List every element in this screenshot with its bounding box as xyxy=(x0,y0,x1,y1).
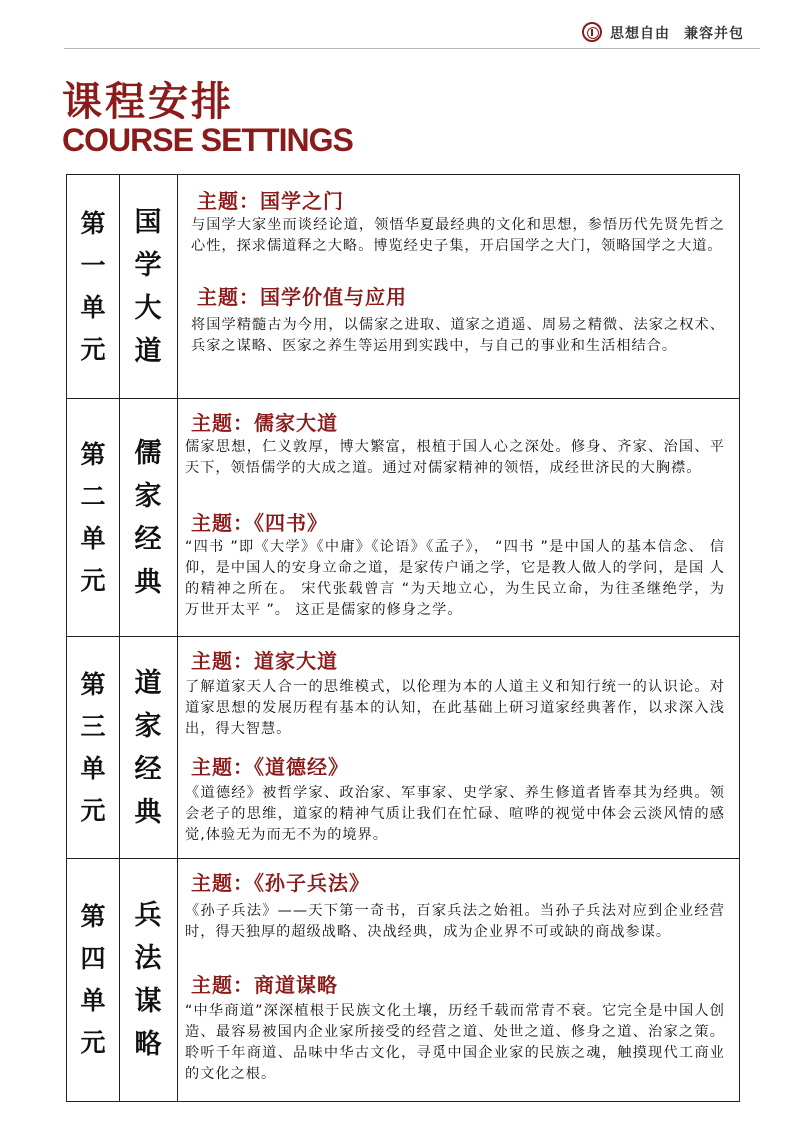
topic-title: 主题：《四书》 xyxy=(191,511,328,535)
unit-label-char: 元 xyxy=(80,1028,106,1057)
topic-text: “中华商道”深深植根于民族文化土壤，历经千载而常青不衰。它完全是中国人创造、最容易被国内企业家所接受的经营之道、处世之道、修身之道、治家之策。聆听千年商道、品味中华古文化，寻觅中国企业家的民族之魂，触摸现代工商业的文化之根。 xyxy=(185,1003,725,1082)
motto-part-2: 兼容并包 xyxy=(684,26,744,42)
unit-name-char: 道 xyxy=(134,667,162,699)
unit-label-char: 四 xyxy=(80,944,106,973)
topic-text: 《道德经》被哲学家、政治家、军事家、史学家、养生修道者皆奉其为经典。领会老子的思维，道家的精神气质让我们在忙碌、喧哗的视觉中体会云淡风情的感觉,体验无为而无不为的境界。 xyxy=(185,785,725,843)
unit-label-char: 三 xyxy=(80,711,106,741)
unit-label-char: 第 xyxy=(80,902,106,931)
unit-row-3 xyxy=(67,637,739,859)
topic-text: “四书 ”即《大学》《中庸》《论语》《孟子》， “四书 ”是中国人的基本信念、 信仰，是中国人的安身立命之道，是家传户诵之学，它是教人做人的学问，是国 人的精神之所在。 宋代张载曾言 “为天地立心，为生民立命，为往圣继绝学，为 万世开太平 ”。 这正是儒家的修身之学。 xyxy=(185,539,725,618)
motto-part-1: 思想自由 xyxy=(610,26,670,42)
unit-name-char: 儒 xyxy=(134,437,162,469)
topic-text: 将国学精髓古为今用，以儒家之进取、道家之逍遥、周易之精微、法家之权术、兵家之谋略、医家之养生等运用到实践中，与自己的事业和生活相结合。 xyxy=(191,317,725,354)
unit-label-char: 第 xyxy=(80,208,106,238)
page-subtitle: COURSE SETTINGS xyxy=(62,122,353,158)
unit-name-char: 典 xyxy=(134,796,162,828)
course-table xyxy=(66,174,740,1102)
unit-name-char: 法 xyxy=(134,943,162,974)
unit-name-char: 略 xyxy=(134,1029,162,1060)
unit-name-char: 学 xyxy=(134,249,162,281)
unit-label xyxy=(67,637,120,858)
unit-content xyxy=(185,399,725,636)
unit-label xyxy=(67,399,120,636)
unit-name-char: 经 xyxy=(134,523,162,555)
unit-label-char: 单 xyxy=(80,986,106,1015)
unit-name-char: 国 xyxy=(134,206,162,238)
motto xyxy=(610,23,744,43)
unit-name xyxy=(119,859,178,1101)
unit-content xyxy=(191,175,725,398)
topic-title: 主题：商道谋略 xyxy=(191,973,338,997)
unit-name-char: 家 xyxy=(134,480,162,512)
topic-title: 主题：儒家大道 xyxy=(191,411,338,435)
unit-name xyxy=(119,175,178,398)
unit-name xyxy=(119,637,178,858)
unit-label-char: 元 xyxy=(80,334,106,364)
header-divider xyxy=(64,48,760,49)
topic-title: 主题：《道德经》 xyxy=(191,755,349,779)
unit-name-char: 兵 xyxy=(134,900,162,931)
university-seal-icon xyxy=(582,22,602,42)
unit-label-char: 单 xyxy=(80,292,106,322)
unit-label xyxy=(67,859,120,1101)
unit-label-char: 元 xyxy=(80,565,106,595)
unit-name-char: 经 xyxy=(134,753,162,785)
page-title: 课程安排 xyxy=(62,79,234,125)
unit-name-char: 大 xyxy=(134,292,162,324)
unit-name-char: 道 xyxy=(134,335,162,367)
unit-name-char: 家 xyxy=(134,710,162,742)
topic-title: 主题：国学价值与应用 xyxy=(197,285,407,309)
topic-text: 与国学大家坐而谈经论道，领悟华夏最经典的文化和思想，参悟历代先贤先哲之心性，探求儒道释之大略。博览经史子集，开启国学之大门，领略国学之大道。 xyxy=(191,217,725,254)
unit-label-char: 单 xyxy=(80,523,106,553)
unit-name xyxy=(119,399,178,636)
unit-label-char: 第 xyxy=(80,439,106,469)
unit-row-1 xyxy=(67,175,739,399)
topic-title: 主题：道家大道 xyxy=(191,649,338,673)
unit-row-2 xyxy=(67,399,739,637)
unit-label-char: 第 xyxy=(80,669,106,699)
unit-label-char: 二 xyxy=(80,481,106,511)
unit-label-char: 单 xyxy=(80,753,106,783)
unit-row-4 xyxy=(67,859,739,1101)
page-header xyxy=(0,0,800,52)
topic-text: 《孙子兵法》——天下第一奇书，百家兵法之始祖。当孙子兵法对应到企业经营时，得天独厚的超级战略、决战经典，成为企业界不可或缺的商战参谋。 xyxy=(185,903,725,940)
topic-title: 主题：《孙子兵法》 xyxy=(191,871,370,895)
unit-name-char: 典 xyxy=(134,566,162,598)
unit-label-char: 一 xyxy=(80,250,106,280)
unit-label xyxy=(67,175,120,398)
topic-text: 了解道家天人合一的思维模式，以伦理为本的人道主义和知行统一的认识论。对道家思想的发展历程有基本的认知，在此基础上研习道家经典著作，以求深入浅出，得大智慧。 xyxy=(185,679,725,737)
unit-label-char: 元 xyxy=(80,795,106,825)
unit-content xyxy=(185,637,725,858)
topic-text: 儒家思想，仁义敦厚，博大繁富，根植于国人心之深处。修身、齐家、治国、平天下，领悟儒学的大成之道。通过对儒家精神的领悟，成经世济民的大胸襟。 xyxy=(185,439,725,476)
unit-content xyxy=(185,859,725,1101)
topic-title: 主题：国学之门 xyxy=(197,189,344,213)
unit-name-char: 谋 xyxy=(134,986,162,1017)
